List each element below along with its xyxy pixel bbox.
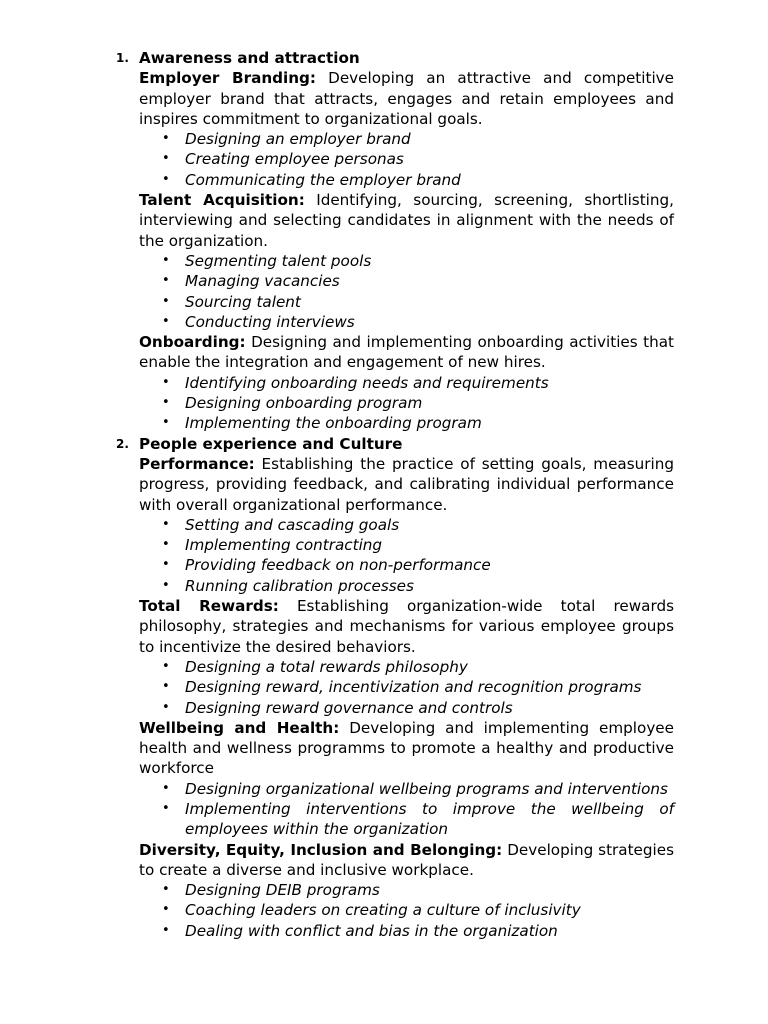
subsection-employer-branding <box>139 68 674 129</box>
list-item <box>162 576 674 596</box>
list-item-text: Communicating the employer brand <box>185 170 461 189</box>
list-item <box>162 312 674 332</box>
subsection-term: Talent Acquisition: <box>139 191 305 210</box>
list-item <box>162 129 674 149</box>
bullet-list <box>139 779 674 840</box>
subsection-performance <box>139 454 674 515</box>
section-title: Awareness and attraction <box>139 49 360 67</box>
bullet-list <box>139 515 674 596</box>
bullet-icon: • <box>162 577 170 593</box>
list-item-text: Creating employee personas <box>185 150 404 169</box>
bullet-icon: • <box>162 415 170 431</box>
bullet-icon: • <box>162 131 170 147</box>
list-item <box>162 251 674 271</box>
bullet-icon: • <box>162 882 170 898</box>
list-item-text: Implementing interventions to improve the wellbeing of employees within the organization <box>185 799 674 839</box>
bullet-icon: • <box>162 374 170 390</box>
list-item <box>162 921 674 941</box>
list-item-text: Managing vacancies <box>185 272 340 291</box>
subsection-term: Diversity, Equity, Inclusion and Belonging: <box>139 840 503 859</box>
list-item-text: Dealing with conflict and bias in the organization <box>185 921 558 940</box>
bullet-icon: • <box>162 273 170 289</box>
list-item-text: Segmenting talent pools <box>185 251 372 270</box>
bullet-list <box>139 373 674 434</box>
subsection-description: Establishing the practice of setting goals, measuring progress, providing feedback, and calibrating individual performance with overall organizational performance. <box>139 454 674 514</box>
list-item <box>162 555 674 575</box>
list-item <box>162 779 674 799</box>
subsection-description: Designing and implementing onboarding activities that enable the integration and engagement of new hires. <box>139 333 674 372</box>
list-item <box>162 393 674 413</box>
bullet-icon: • <box>162 171 170 187</box>
section-awareness-and-attraction <box>116 48 674 434</box>
bullet-icon: • <box>162 151 170 167</box>
bullet-list <box>139 251 674 332</box>
bullet-icon: • <box>162 313 170 329</box>
section-number: 1. <box>116 51 129 65</box>
list-item <box>162 373 674 393</box>
list-item <box>162 292 674 312</box>
bullet-icon: • <box>162 658 170 674</box>
list-item-text: Designing reward, incentivization and recognition programs <box>185 678 642 697</box>
list-item-text: Sourcing talent <box>185 292 301 311</box>
bullet-icon: • <box>162 293 170 309</box>
list-item-text: Designing reward governance and controls <box>185 698 513 717</box>
subsection-onboarding <box>139 332 674 373</box>
bullet-icon: • <box>162 699 170 715</box>
list-item <box>162 535 674 555</box>
list-item-text: Designing DEIB programs <box>185 881 380 900</box>
list-item <box>162 900 674 920</box>
subsection-term: Wellbeing and Health: <box>139 718 340 737</box>
bullet-list <box>139 880 674 941</box>
bullet-icon: • <box>162 252 170 268</box>
subsection-term: Employer Branding: <box>139 69 316 88</box>
bullet-icon: • <box>162 557 170 573</box>
subsection-deib <box>139 840 674 881</box>
list-item-text: Identifying onboarding needs and requirements <box>185 373 549 392</box>
list-item <box>162 271 674 291</box>
section-number: 2. <box>116 436 129 451</box>
subsection-talent-acquisition <box>139 190 674 251</box>
list-item-text: Running calibration processes <box>185 576 414 595</box>
list-item-text: Designing onboarding program <box>185 394 423 413</box>
list-item-text: Implementing contracting <box>185 536 383 555</box>
bullet-icon: • <box>162 902 170 918</box>
list-item <box>162 413 674 433</box>
bullet-list <box>139 129 674 190</box>
list-item <box>162 698 674 718</box>
list-item-text: Providing feedback on non-performance <box>185 556 491 575</box>
subsection-wellbeing-and-health <box>139 718 674 779</box>
bullet-icon: • <box>162 516 170 532</box>
bullet-list <box>139 657 674 718</box>
bullet-icon: • <box>162 679 170 695</box>
subsection-term: Performance: <box>139 454 255 473</box>
list-item <box>162 657 674 677</box>
subsection-description: Identifying, sourcing, screening, shortlisting, interviewing and selecting candidates in alignment with the needs of the organization. <box>139 191 674 250</box>
document-body <box>116 48 675 941</box>
list-item-text: Setting and cascading goals <box>185 515 400 534</box>
bullet-icon: • <box>162 780 170 796</box>
list-item-text: Designing organizational wellbeing programs and interventions <box>185 779 668 798</box>
list-item <box>162 799 674 840</box>
subsection-term: Onboarding: <box>139 333 246 352</box>
list-item <box>162 149 674 169</box>
list-item-text: Coaching leaders on creating a culture of inclusivity <box>185 901 581 920</box>
list-item <box>162 677 674 697</box>
list-item-text: Designing a total rewards philosophy <box>185 657 468 676</box>
subsection-total-rewards <box>139 596 674 657</box>
bullet-icon: • <box>162 800 170 816</box>
list-item-text: Implementing the onboarding program <box>185 414 482 433</box>
subsection-description: Establishing organization-wide total rewards philosophy, strategies and mechanisms for various employee groups to incentivize the desired behaviors. <box>139 597 674 656</box>
list-item <box>162 515 674 535</box>
bullet-icon: • <box>162 537 170 553</box>
subsection-description: Developing and implementing employee health and wellness programms to promote a healthy and productive workforce <box>139 718 674 778</box>
list-item <box>162 170 674 190</box>
subsection-description: Developing strategies to create a diverse and inclusive workplace. <box>139 840 675 879</box>
bullet-icon: • <box>162 395 170 411</box>
subsection-description: Developing an attractive and competitive employer brand that attracts, engages and retain employees and inspires commitment to organizational goals. <box>139 69 674 128</box>
subsection-term: Total Rewards: <box>139 597 279 616</box>
section-title: People experience and Culture <box>139 434 403 453</box>
section-people-experience-and-culture <box>116 434 675 941</box>
list-item-text: Conducting interviews <box>185 312 355 331</box>
list-item <box>162 880 674 900</box>
bullet-icon: • <box>162 922 170 938</box>
list-item-text: Designing an employer brand <box>185 130 411 149</box>
